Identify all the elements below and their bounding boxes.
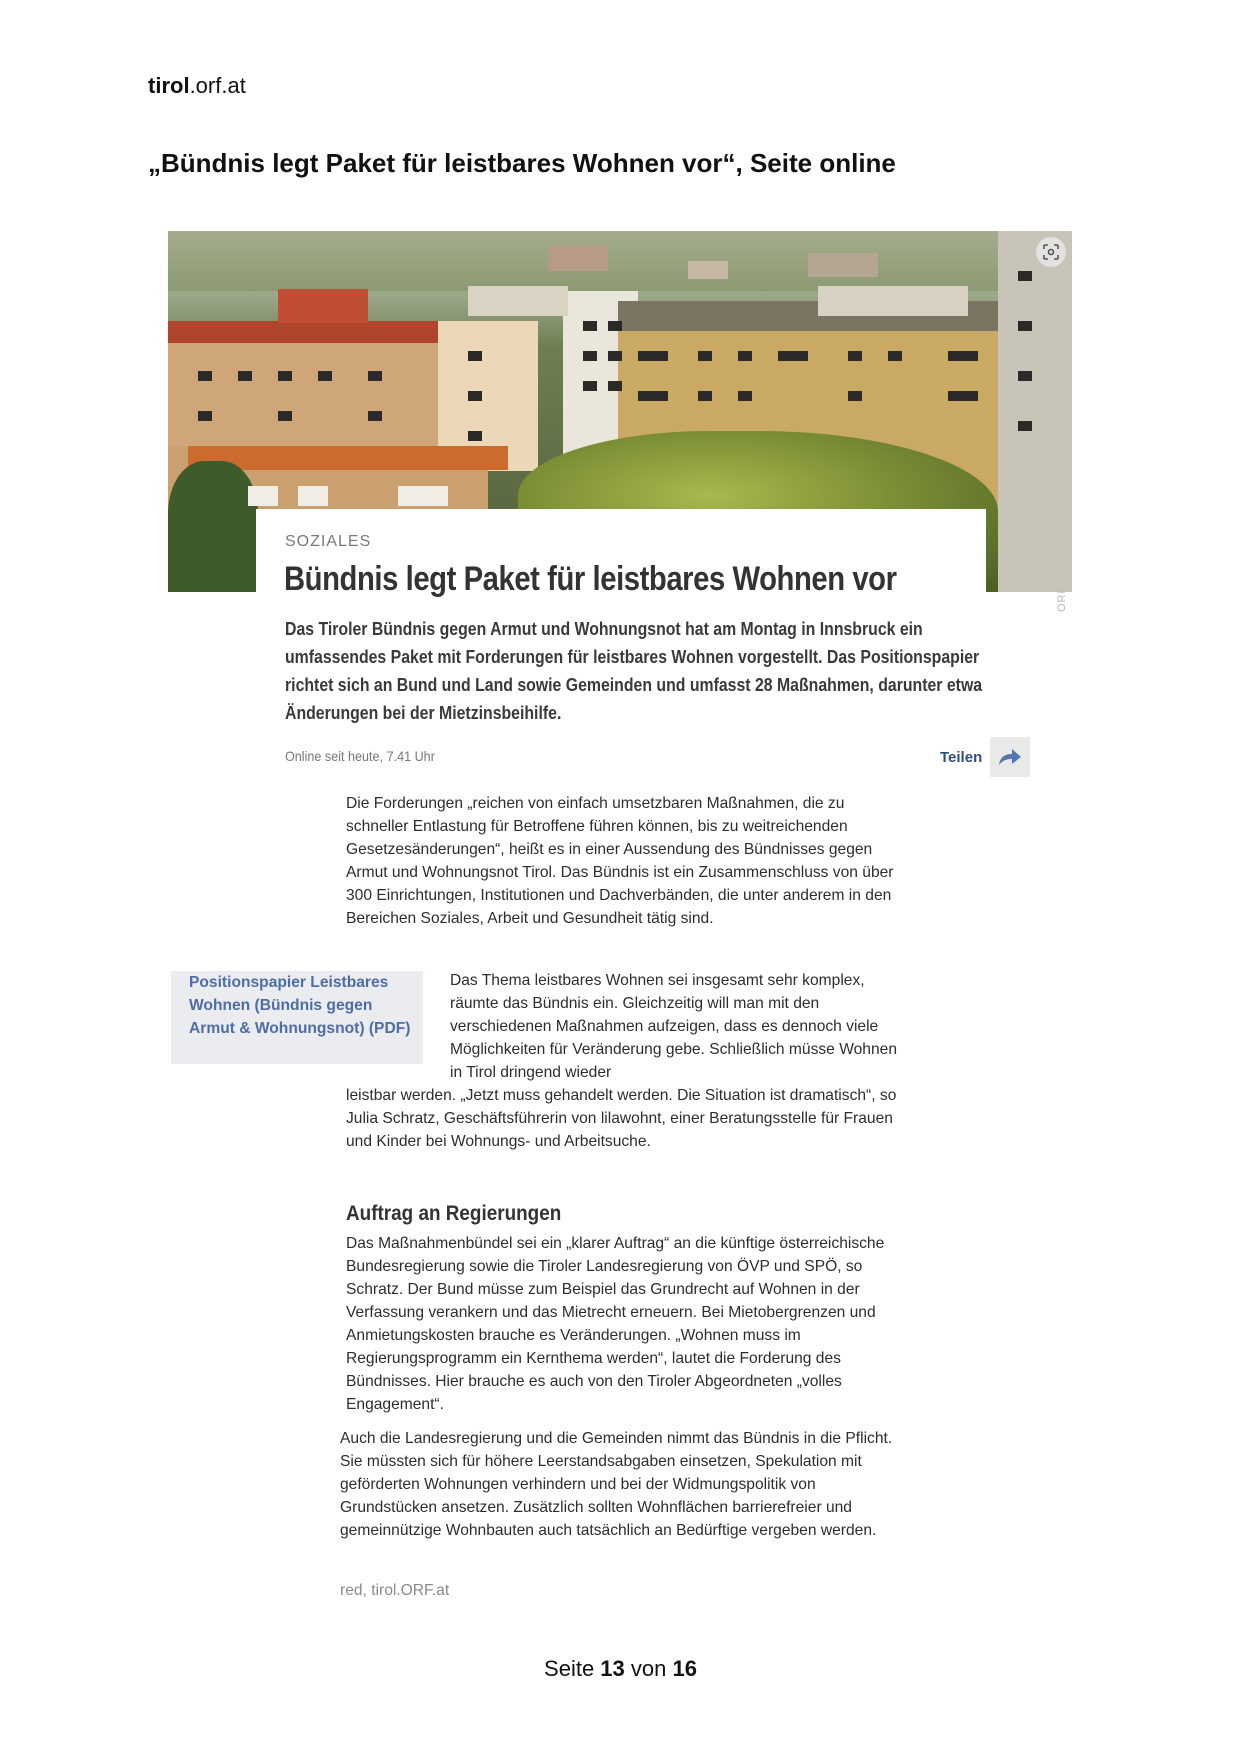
article-paragraph-1: Die Forderungen „reichen von einfach umsetzbaren Maßnahmen, die zu schneller Entlastung für Betroffene führen können, bis zu weitreichenden Gesetzesänderungen“, heißt es in einer Aussendung des Bündnisses gegen Armut und Wohnungsnot Tirol. Das Bündnis ist ein Zusammenschluss von über 300 Einrichtungen, Institutionen und Dachverbänden, die unter anderem in den Bereichen Soziales, Arbeit und Gesundheit tätig sind.: [346, 795, 894, 927]
share-button[interactable]: [940, 737, 1030, 777]
article-credit: red, tirol.ORF.at: [340, 1582, 450, 1599]
page-current: 13: [600, 1656, 625, 1681]
article-timestamp: Online seit heute, 7.41 Uhr: [285, 748, 435, 764]
page-prefix: Seite: [544, 1656, 601, 1681]
share-icon: [990, 737, 1030, 777]
source-rest: .orf.at: [189, 73, 246, 98]
page-middle: von: [624, 1656, 673, 1681]
article-headline: Bündnis legt Paket für leistbares Wohnen vor: [284, 560, 897, 598]
page-total: 16: [672, 1656, 697, 1681]
image-credit: ORF: [1056, 585, 1068, 612]
source-label: [148, 73, 246, 99]
article-paragraph-4: Auch die Landesregierung und die Gemeinden nimmt das Bündnis in die Pflicht. Sie müssten sich für höhere Leerstandsabgaben einsetzen, Spekulation mit geförderten Wohnungen verhindern und bei der Widmungspolitik von Grundstücken ansetzen. Zusätzlich sollten Wohnflächen barrierefreier und gemeinnützige Wohnbauten auch tatsächlich an Bedürftige vergeben werden.: [340, 1430, 893, 1539]
pdf-download-link[interactable]: Positionspapier Leistbares Wohnen (Bündnis gegen Armut & Wohnungsnot) (PDF): [189, 974, 411, 1037]
share-label: Teilen: [940, 748, 983, 766]
paragraph-2-wrapped-part: Das Thema leistbares Wohnen sei insgesamt sehr komplex, räumte das Bündnis ein. Gleichzeitig will man mit den verschiedenen Maßnahmen aufzeigen, dass es dennoch viele Möglichkeiten für Veränderung gebe. Schließlich müsse Wohnen in Tirol dringend wieder: [450, 972, 897, 1081]
paragraph-2-full-width-part: leistbar werden. „Jetzt muss gehandelt werden. Die Situation ist dramatisch“, so Julia Schratz, Geschäftsführerin von lilawohnt, einer Beratungsstelle für Frauen und Kinder bei Wohnungs- und Arbeitsuche.: [346, 1087, 897, 1150]
article-paragraph-2: [346, 969, 911, 1153]
section-heading: Auftrag an Regierungen: [346, 1202, 562, 1225]
article-lead-text: Das Tiroler Bündnis gegen Armut und Wohnungsnot hat am Montag in Innsbruck ein umfassendes Paket mit Forderungen für leistbares Wohnen vorgestellt. Das Positionspapier richtet sich an Bund und Land sowie Gemeinden und umfasst 28 Maßnahmen, darunter etwa Änderungen bei der Mietzinsbeihilfe.: [285, 619, 983, 723]
article-lead: [285, 615, 983, 727]
source-bold: tirol: [148, 73, 190, 98]
article-paragraph-3: Das Maßnahmenbündel sei ein „klarer Auftrag“ an die künftige österreichische Bundesregierung sowie die Tiroler Landesregierung von ÖVP und SPÖ, so Schratz. Der Bund müsse zum Beispiel das Grundrecht auf Wohnen in der Verfassung verankern und das Mietrecht erneuern. Bei Mietobergrenzen und Anmietungskosten brauche es Veränderungen. „Wohnen muss im Regierungsprogramm ein Kernthema werden“, lautet die Forderung des Bündnisses. Hier brauche es auch von den Tiroler Abgeordneten „volles Engagement“.: [346, 1235, 885, 1413]
article-category[interactable]: SOZIALES: [285, 533, 372, 550]
screenshot-icon[interactable]: [1036, 237, 1066, 267]
document-title: „Bündnis legt Paket für leistbares Wohnen vor“, Seite online: [148, 148, 896, 178]
page-number: [0, 1656, 1241, 1682]
